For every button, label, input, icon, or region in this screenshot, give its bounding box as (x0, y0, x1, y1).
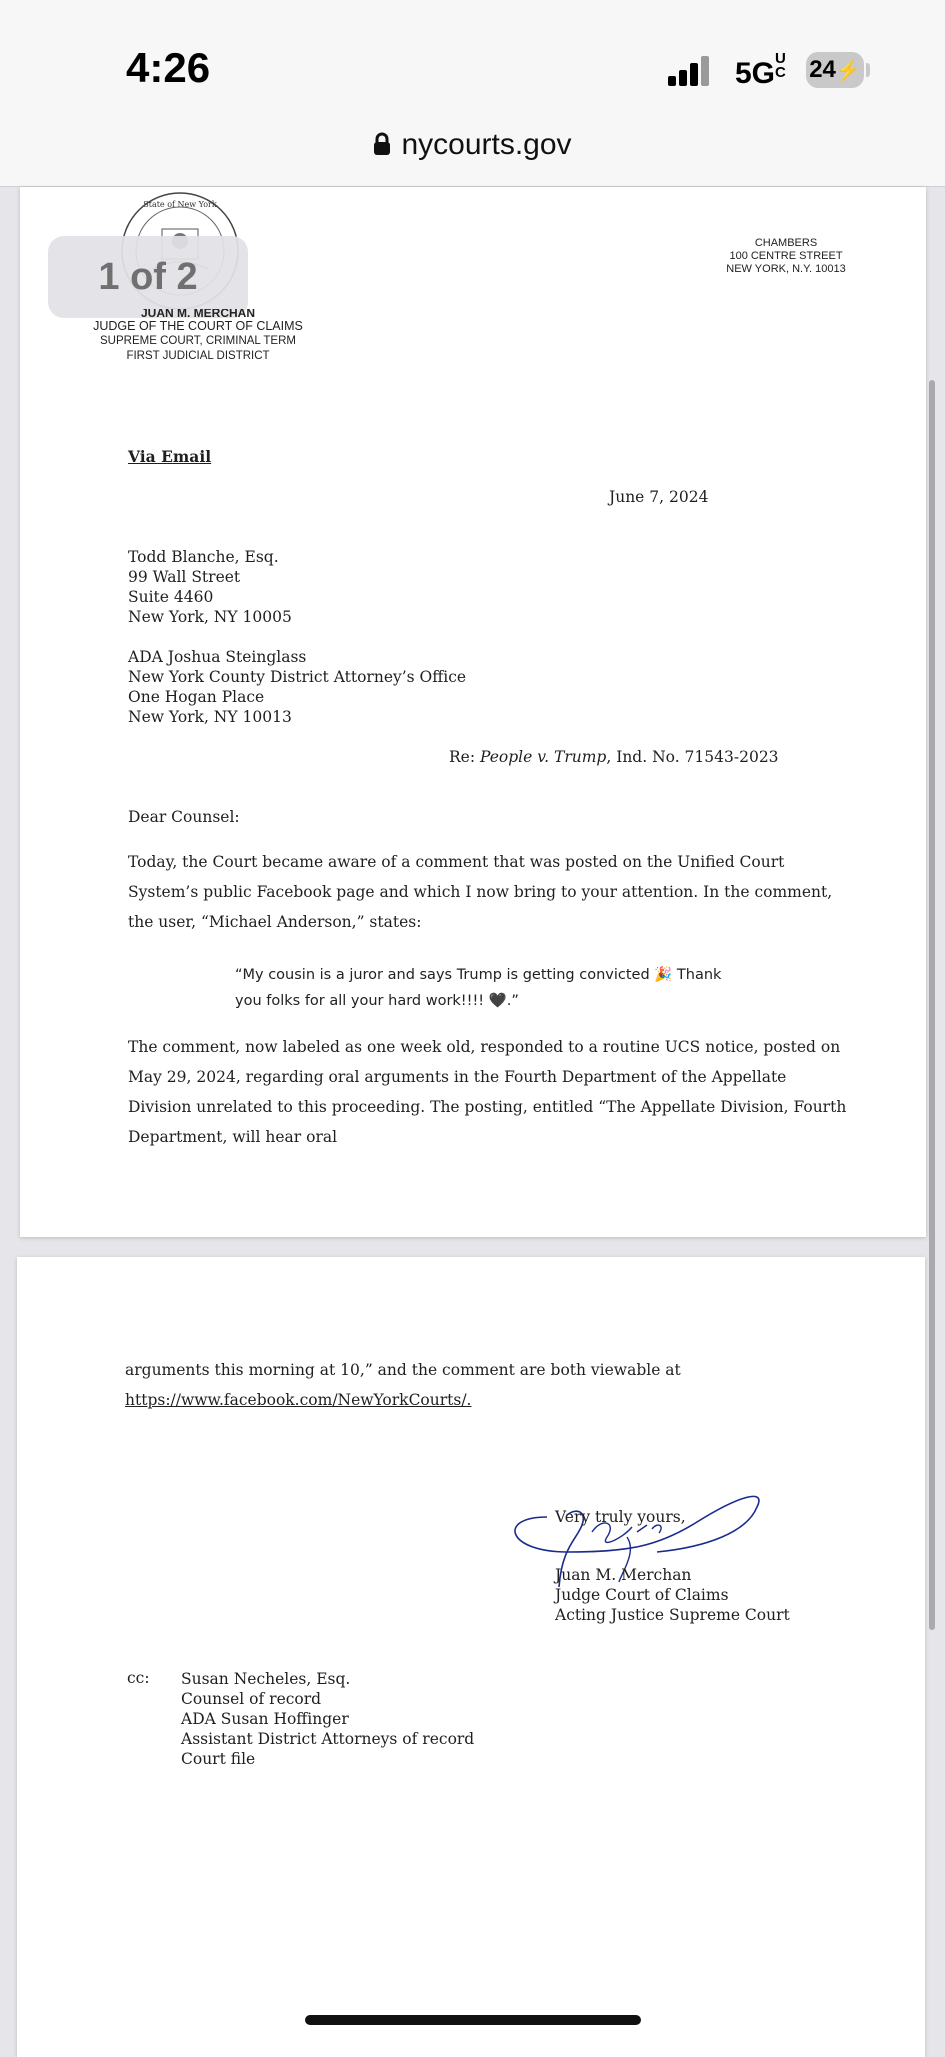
signature-block (555, 1507, 790, 1625)
paragraph-2: The comment, now labeled as one week old, responded to a routine UCS notice, posted on May 29, 2024, regarding oral arguments in the Fourth Department of the Appellate Division unrelated to this proceeding. The posting, entitled “The Appellate Division, Fourth Department, will hear oral (128, 1038, 847, 1146)
cc-list (181, 1669, 474, 1769)
judge-letterhead (58, 309, 338, 364)
paragraph-3-text: arguments this morning at 10,” and the comment are both viewable at (125, 1361, 681, 1379)
case-name: People v. Trump (480, 748, 607, 766)
cc-item: Court file (181, 1750, 256, 1768)
paragraph-3 (125, 1355, 845, 1415)
address-bar[interactable] (0, 128, 945, 162)
cellular-signal-icon (668, 56, 712, 86)
signer-name: Juan M. Merchan (555, 1566, 692, 1584)
cc-item: Susan Necheles, Esq. (181, 1670, 351, 1688)
recipient-2 (128, 647, 466, 727)
chambers-street: 100 CENTRE STREET (729, 250, 843, 262)
re-line: Re: People v. Trump, Ind. No. 71543-2023 (449, 748, 779, 766)
paragraph-1: Today, the Court became aware of a comment that was posted on the Unified Court System’s public Facebook page and which I now bring to your attention. In the comment, the user, “Michael Anderson,” states: (128, 853, 833, 931)
judge-title: JUDGE OF THE COURT OF CLAIMS (93, 319, 303, 333)
closing: Very truly yours, (555, 1508, 686, 1526)
via-email: Via Email (128, 447, 212, 466)
salutation: Dear Counsel: (128, 808, 240, 826)
home-indicator[interactable] (305, 2015, 641, 2025)
signer-title: Judge Court of Claims (555, 1586, 729, 1604)
cc-label: cc: (127, 1669, 150, 1687)
document-page-1 (20, 187, 926, 1237)
url-text: nycourts.gov (401, 128, 572, 161)
scrollbar[interactable] (929, 380, 935, 1630)
letter-date: June 7, 2024 (609, 488, 709, 506)
network-indicator: 5GUC (735, 50, 786, 90)
district-name: FIRST JUDICIAL DISTRICT (126, 350, 270, 362)
chambers-city: NEW YORK, N.Y. 10013 (726, 263, 846, 275)
document-page-2 (17, 1257, 925, 2057)
status-time: 4:26 (126, 44, 211, 91)
cc-item: ADA Susan Hoffinger (181, 1710, 349, 1728)
judge-name: JUAN M. MERCHAN (141, 309, 255, 317)
signer-title: Acting Justice Supreme Court (555, 1606, 790, 1624)
court-name: SUPREME COURT, CRIMINAL TERM (100, 335, 296, 347)
recipient-line: Suite 4460 (128, 588, 214, 606)
svg-text:State of New York: State of New York (143, 200, 217, 209)
chambers-label: CHAMBERS (754, 237, 818, 249)
recipient-line: New York County District Attorney’s Office (128, 668, 467, 686)
page-indicator: 1 of 2 (48, 236, 248, 318)
browser-top-bar (0, 0, 945, 187)
battery-nub (866, 63, 870, 77)
cc-item: Counsel of record (181, 1690, 322, 1708)
cc-item: Assistant District Attorneys of record (181, 1730, 475, 1748)
recipient-line: ADA Joshua Steinglass (128, 648, 307, 666)
recipient-line: One Hogan Place (128, 688, 265, 706)
recipient-line: New York, NY 10005 (128, 608, 292, 626)
chambers-address (716, 237, 856, 276)
quoted-comment: “My cousin is a juror and says Trump is getting convicted 🎉 Thank you folks for all your hard work!!!! 🖤.” (235, 967, 722, 1009)
battery-icon: 24⚡ (806, 52, 864, 88)
recipient-1 (128, 547, 292, 627)
recipient-line: Todd Blanche, Esq. (128, 548, 279, 566)
recipient-line: 99 Wall Street (128, 568, 241, 586)
facebook-link[interactable]: https://www.facebook.com/NewYorkCourts/. (125, 1391, 472, 1409)
recipient-line: New York, NY 10013 (128, 708, 292, 726)
lock-icon (373, 132, 391, 156)
